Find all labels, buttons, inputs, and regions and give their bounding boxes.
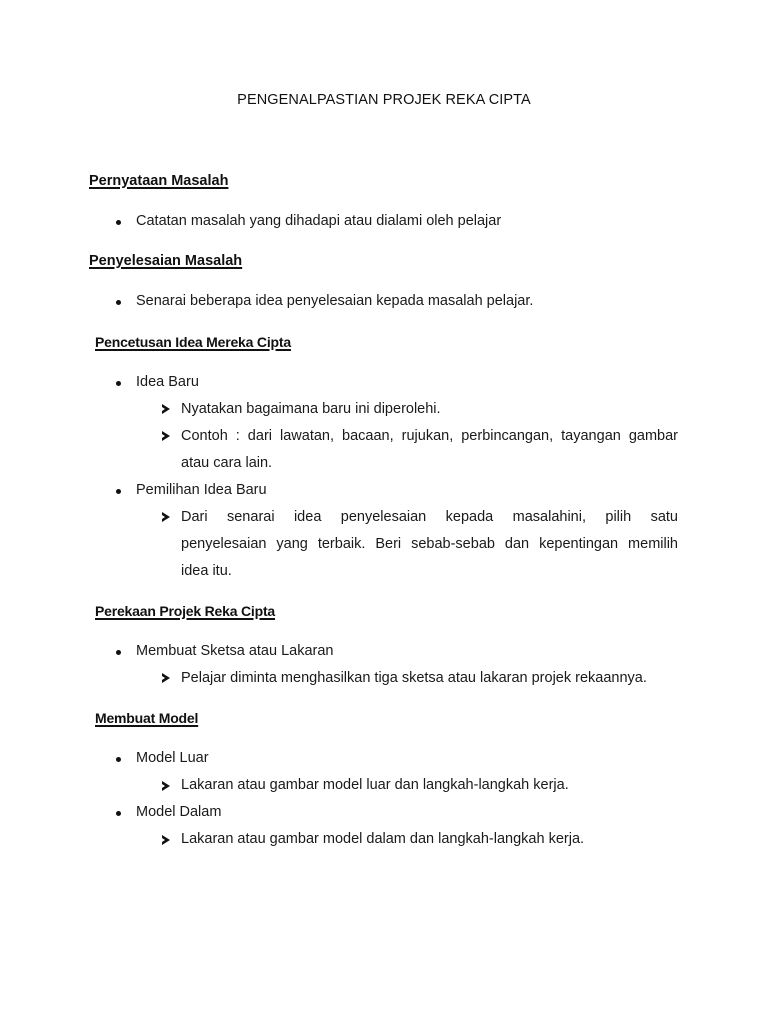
list-item: Model Dalam [136,804,222,820]
section-heading-perekaan-projek: Perekaan Projek Reka Cipta [95,603,276,619]
sub-list-item: Pelajar diminta menghasilkan tiga sketsa atau lakaran projek rekaannya. [181,670,647,686]
arrow-bullet-icon [162,404,170,414]
bullet-icon [116,811,121,816]
list-item: Membuat Sketsa atau Lakaran [136,643,334,659]
arrow-bullet-icon [162,835,170,845]
bullet-icon [116,489,121,494]
list-item: Pemilihan Idea Baru [136,482,267,498]
list-item: Idea Baru [136,374,199,390]
bullet-icon [116,220,121,225]
bullet-icon [116,650,121,655]
arrow-bullet-icon [162,673,170,683]
bullet-icon [116,381,121,386]
sub-list-item: Nyatakan bagaimana baru ini diperolehi. [181,401,441,417]
section-heading-pencetusan-idea: Pencetusan Idea Mereka Cipta [95,334,291,350]
sub-list-item-continuation: penyelesaian yang terbaik. Beri sebab-sebab dan kepentingan memilih [181,536,678,552]
list-item: Model Luar [136,750,209,766]
sub-list-item: Dari senarai idea penyelesaian kepada masalahini, pilih satu [181,509,678,525]
sub-list-item: Contoh : dari lawatan, bacaan, rujukan, perbincangan, tayangan gambar [181,428,678,444]
section-heading-pernyataan-masalah: Pernyataan Masalah [89,173,229,189]
section-heading-membuat-model: Membuat Model [95,710,199,726]
sub-list-item: Lakaran atau gambar model dalam dan langkah-langkah kerja. [181,831,585,847]
bullet-icon [116,757,121,762]
arrow-bullet-icon [162,781,170,791]
list-item: Senarai beberapa idea penyelesaian kepada masalah pelajar. [136,293,534,309]
sub-list-item: Lakaran atau gambar model luar dan langkah-langkah kerja. [181,777,569,793]
sub-list-item-continuation: idea itu. [181,563,232,579]
list-item: Catatan masalah yang dihadapi atau dialami oleh pelajar [136,213,502,229]
section-heading-penyelesaian-masalah: Penyelesaian Masalah [89,253,243,269]
arrow-bullet-icon [162,431,170,441]
bullet-icon [116,300,121,305]
sub-list-item-continuation: atau cara lain. [181,455,273,471]
document-title: PENGENALPASTIAN PROJEK REKA CIPTA [237,92,531,108]
arrow-bullet-icon [162,512,170,522]
